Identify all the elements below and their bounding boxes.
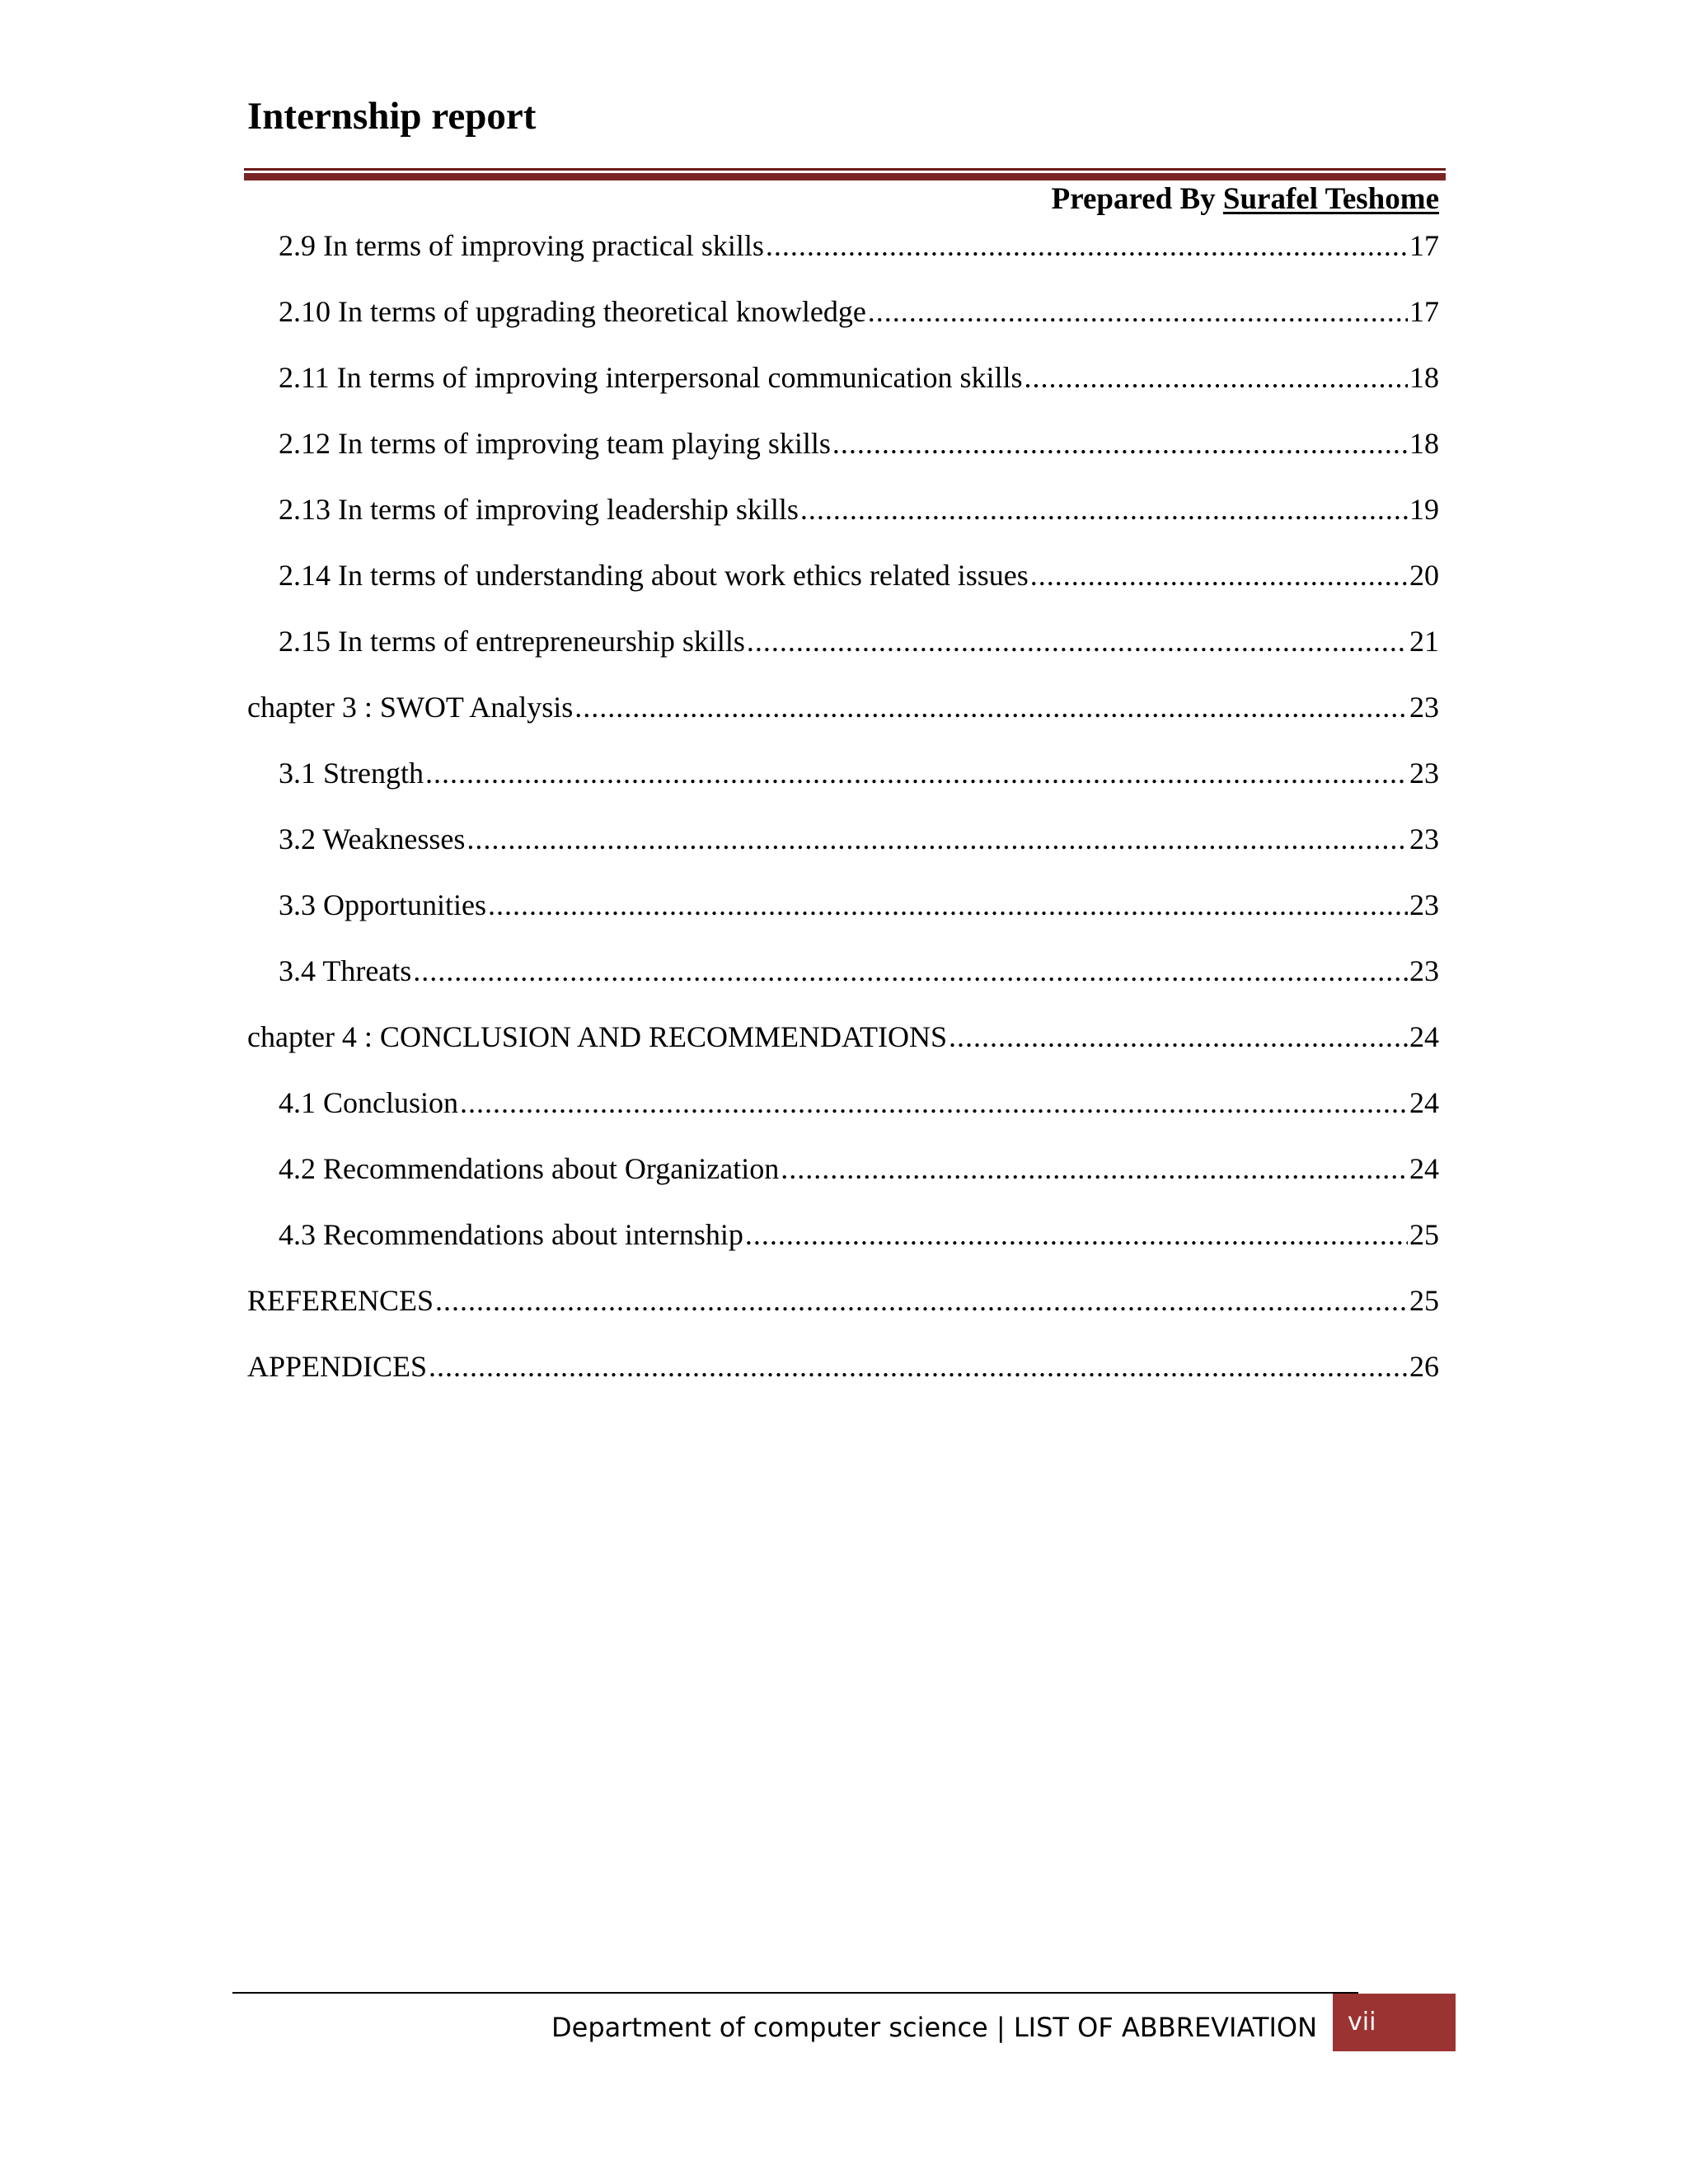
toc-entry-page: 23 <box>1409 888 1439 921</box>
prepared-by-line <box>1052 181 1439 217</box>
header-rule-thin <box>244 168 1446 171</box>
toc-entry-title: 3.4 Threats <box>279 954 412 987</box>
toc-entry-page: 24 <box>1409 1020 1439 1053</box>
toc-entry-page: 25 <box>1409 1284 1439 1317</box>
toc-entry-page: 24 <box>1409 1152 1439 1185</box>
toc-entry[interactable] <box>247 822 1439 888</box>
toc-entry-title: 4.3 Recommendations about internship <box>279 1218 743 1251</box>
toc-dot-leader <box>460 1085 1408 1121</box>
toc-entry-page: 21 <box>1409 625 1439 658</box>
toc-dot-leader <box>832 426 1408 462</box>
toc-entry-title: 3.2 Weaknesses <box>279 823 466 855</box>
toc-entry-title: 2.10 In terms of upgrading theoretical knowledge <box>279 295 866 328</box>
toc-dot-leader <box>745 1217 1408 1253</box>
toc-entry[interactable] <box>247 1217 1439 1283</box>
toc-entry-title: chapter 3 : SWOT Analysis <box>247 691 574 724</box>
toc-dot-leader <box>800 492 1408 527</box>
toc-dot-leader <box>425 756 1408 791</box>
toc-entry[interactable] <box>247 1151 1439 1217</box>
toc-entry-page: 26 <box>1409 1350 1439 1383</box>
footer-page-number: vii <box>1333 1994 1456 2051</box>
toc-entry-title: 2.15 In terms of entrepreneurship skills <box>279 625 745 658</box>
toc-entry-title: REFERENCES <box>247 1284 434 1317</box>
toc-dot-leader <box>488 888 1408 923</box>
toc-entry-page: 19 <box>1409 493 1439 526</box>
toc-entry[interactable] <box>247 888 1439 954</box>
toc-entry-page: 23 <box>1409 954 1439 987</box>
toc-entry-title: 3.3 Opportunities <box>279 888 486 921</box>
toc-entry[interactable] <box>247 558 1439 624</box>
toc-entry-page: 24 <box>1409 1086 1439 1119</box>
author-name: Surafel Teshome <box>1222 182 1439 216</box>
toc-dot-leader <box>747 624 1408 659</box>
toc-entry-page: 20 <box>1409 559 1439 592</box>
footer-department: Department of computer science <box>551 2012 988 2043</box>
toc-entry-page: 23 <box>1409 691 1439 724</box>
toc-dot-leader <box>1025 360 1408 396</box>
document-title: Internship report <box>247 95 537 138</box>
toc-entry-page: 23 <box>1409 823 1439 855</box>
footer-rule <box>232 1992 1358 1994</box>
toc-dot-leader <box>467 822 1408 857</box>
toc-entry-title: 2.11 In terms of improving interpersonal communication skills <box>279 361 1023 394</box>
toc-entry-page: 18 <box>1409 427 1439 460</box>
toc-entry-title: chapter 4 : CONCLUSION AND RECOMMENDATIONS <box>247 1020 947 1053</box>
toc-entry[interactable] <box>247 426 1439 492</box>
toc-entry-title: 3.1 Strength <box>279 757 424 790</box>
toc-entry-page: 18 <box>1409 361 1439 394</box>
toc-entry[interactable] <box>247 1019 1439 1085</box>
toc-dot-leader <box>413 954 1408 989</box>
toc-entry-page: 25 <box>1409 1218 1439 1251</box>
toc-entry-title: 4.2 Recommendations about Organization <box>279 1152 780 1185</box>
table-of-contents <box>247 228 1439 1415</box>
toc-entry-page: 17 <box>1409 295 1439 328</box>
toc-dot-leader <box>949 1019 1408 1055</box>
toc-dot-leader <box>766 228 1408 264</box>
toc-entry[interactable] <box>247 690 1439 756</box>
toc-entry-title: 2.13 In terms of improving leadership skills <box>279 493 799 526</box>
toc-entry-page: 17 <box>1409 229 1439 262</box>
toc-entry[interactable] <box>247 756 1439 822</box>
toc-entry[interactable] <box>247 1283 1439 1349</box>
toc-dot-leader <box>435 1283 1408 1319</box>
toc-entry[interactable] <box>247 1085 1439 1151</box>
toc-entry[interactable] <box>247 228 1439 294</box>
toc-entry-title: 2.14 In terms of understanding about work ethics related issues <box>279 559 1029 592</box>
prepared-by-label: Prepared By <box>1051 182 1216 216</box>
header-rule-thick <box>244 173 1446 180</box>
toc-entry-page: 23 <box>1409 757 1439 790</box>
footer-separator: | <box>996 2012 1006 2043</box>
toc-entry[interactable] <box>247 624 1439 690</box>
toc-entry[interactable] <box>247 360 1439 426</box>
toc-entry[interactable] <box>247 294 1439 360</box>
toc-entry-title: 4.1 Conclusion <box>279 1086 459 1119</box>
toc-dot-leader <box>781 1151 1408 1187</box>
toc-entry[interactable] <box>247 1349 1439 1415</box>
toc-entry-title: 2.9 In terms of improving practical skills <box>279 229 764 262</box>
toc-entry[interactable] <box>247 954 1439 1019</box>
toc-dot-leader <box>574 690 1408 725</box>
toc-dot-leader <box>868 294 1408 330</box>
footer-section: LIST OF ABBREVIATION <box>1013 2012 1317 2043</box>
footer-text <box>551 2003 1317 2052</box>
toc-entry[interactable] <box>247 492 1439 558</box>
toc-entry-title: 2.12 In terms of improving team playing skills <box>279 427 831 460</box>
toc-dot-leader <box>429 1349 1408 1385</box>
toc-dot-leader <box>1030 558 1408 593</box>
toc-entry-title: APPENDICES <box>247 1350 428 1383</box>
